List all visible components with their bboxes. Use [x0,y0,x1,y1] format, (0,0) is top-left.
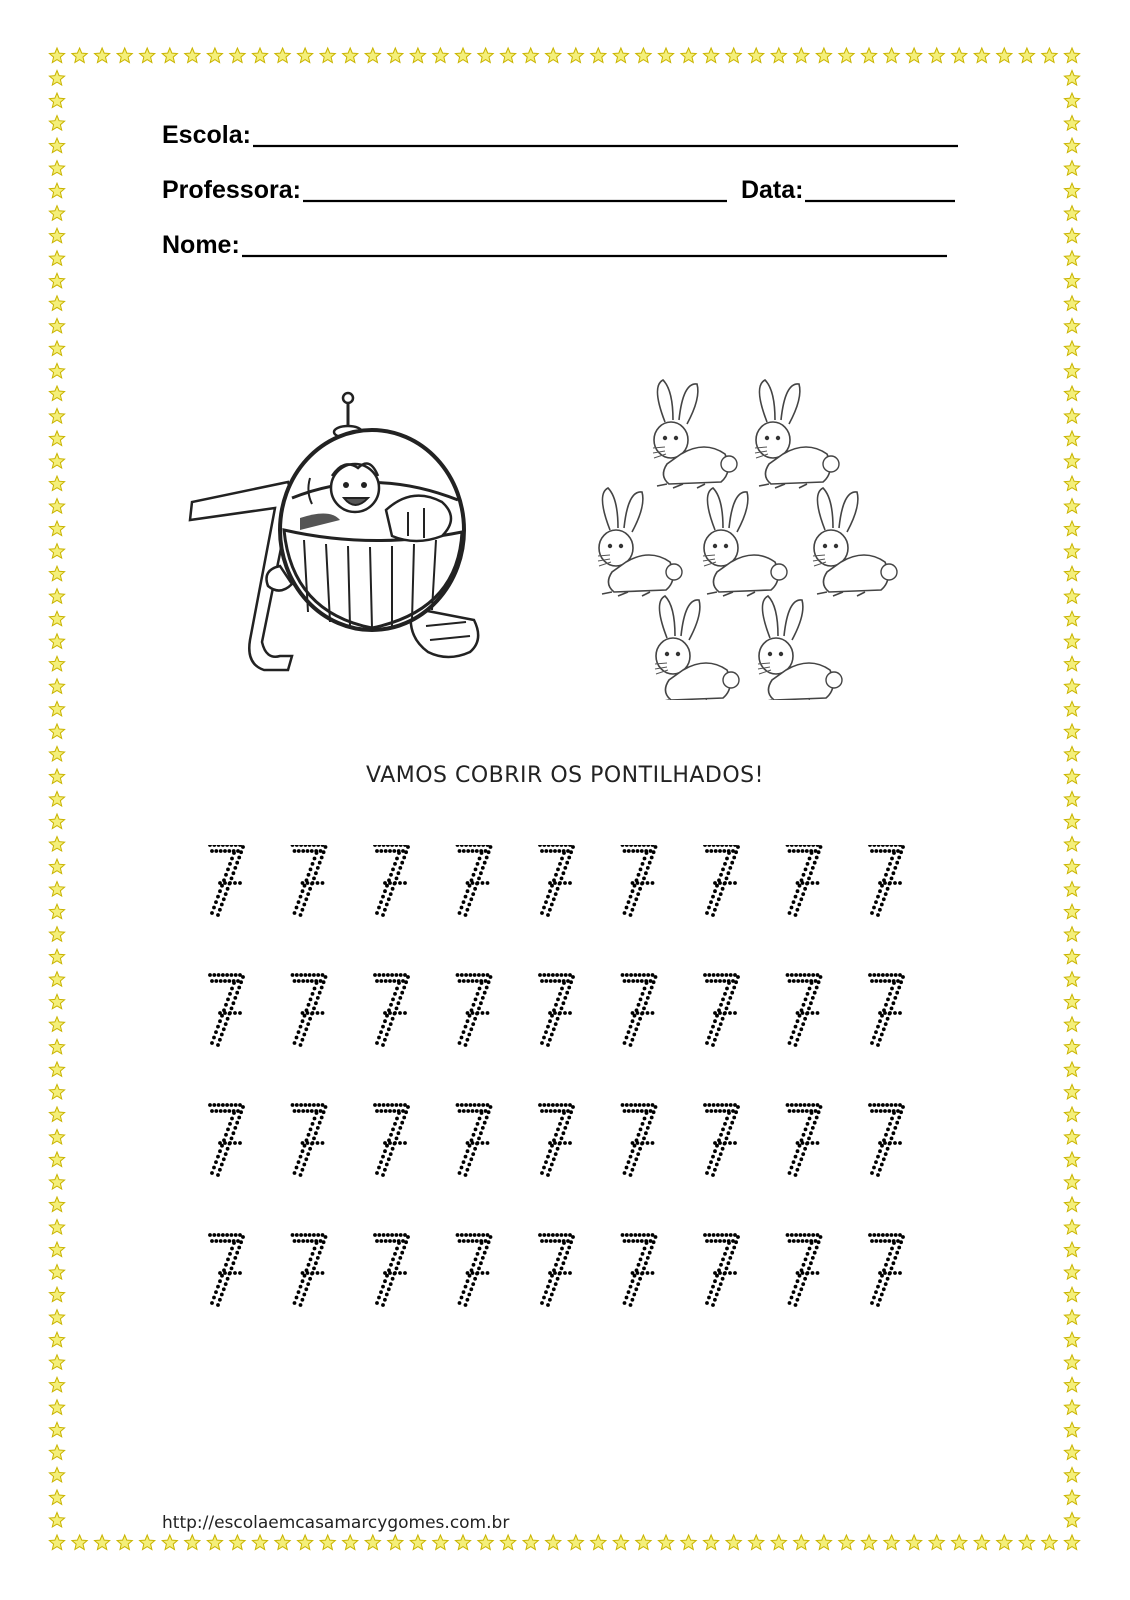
school-field [162,122,958,148]
star-icon [162,48,177,63]
star-icon [49,1377,64,1392]
dotted-seven[interactable] [621,1103,658,1177]
dotted-seven[interactable] [868,845,905,917]
star-icon [49,1039,64,1054]
star-icon [1064,1265,1079,1280]
star-icon [726,48,741,63]
astronaut-icon [267,393,479,657]
star-icon [568,48,583,63]
star-icon [704,1535,719,1550]
star-icon [1064,499,1079,513]
star-icon [252,48,267,63]
name-blank[interactable] [242,232,947,258]
bunny-icon [758,596,842,700]
star-icon [49,1197,64,1212]
star-icon [636,1535,651,1550]
star-icon [343,1535,358,1550]
star-icon [1064,409,1079,424]
star-icon [1064,701,1079,716]
bunny-icon [653,380,737,488]
star-icon [49,1084,64,1099]
star-icon [49,746,64,761]
star-icon [49,161,64,175]
star-icon [49,1287,64,1301]
dotted-seven[interactable] [621,845,658,917]
teacher-label: Professora: [162,176,301,204]
star-icon [49,499,64,513]
star-icon [1064,1084,1079,1099]
star-icon [478,1535,493,1550]
star-icon [501,48,516,63]
star-icon [1064,1400,1079,1415]
school-label: Escola: [162,121,251,149]
star-icon [49,431,64,446]
star-icon [320,1535,335,1550]
star-icon [523,48,538,63]
star-icon [1064,972,1079,987]
star-icon [49,1062,64,1076]
star-icon [952,1535,967,1550]
star-icon [839,1535,854,1550]
dotted-seven[interactable] [538,1233,575,1307]
star-icon [185,48,200,63]
star-icon [185,1535,200,1550]
star-icon [49,1175,64,1190]
star-icon [636,48,651,63]
bunny-group [585,370,915,700]
dotted-seven[interactable] [621,973,658,1047]
dotted-seven[interactable] [868,1233,905,1307]
star-icon [1064,363,1079,378]
star-icon [658,48,673,63]
star-icon [275,48,290,63]
dotted-seven[interactable] [208,845,245,917]
star-icon [613,1535,628,1550]
star-icon [433,1535,448,1550]
star-icon [49,1490,64,1505]
star-icon [749,1535,764,1550]
dotted-seven[interactable] [456,845,493,917]
star-icon [117,1535,132,1550]
star-icon [568,1535,583,1550]
star-icon [1064,814,1079,829]
star-icon [49,363,64,378]
dotted-seven[interactable] [786,845,823,917]
star-icon [49,566,64,581]
dotted-seven[interactable] [786,1103,823,1177]
star-icon [1064,93,1079,107]
star-icon [49,1130,64,1144]
star-icon [1064,273,1079,288]
star-icon [1064,71,1079,86]
dotted-seven[interactable] [703,1233,740,1307]
star-icon [1064,611,1079,625]
star-icon [49,1467,64,1482]
dotted-seven[interactable] [868,1103,905,1177]
dotted-seven[interactable] [868,973,905,1047]
star-icon [1064,1310,1079,1325]
star-icon [1064,746,1079,761]
star-icon [1064,296,1079,311]
star-icon [1064,949,1079,964]
star-icon [49,1535,64,1550]
star-icon [49,48,64,63]
star-icon [49,71,64,86]
star-icon [884,1535,899,1550]
star-icon [1064,1535,1079,1550]
star-icon [974,1535,989,1550]
star-icon [49,837,64,851]
star-icon [343,48,358,63]
star-icon [1064,1467,1079,1482]
star-icon [49,1265,64,1280]
star-icon [49,386,64,400]
footer-url[interactable]: http://escolaemcasamarcygomes.com.br [162,1513,510,1533]
bunny-icon [655,596,739,700]
star-icon [49,521,64,536]
star-icon [433,48,448,63]
star-icon [1064,1062,1079,1076]
star-icon [771,48,786,63]
star-icon [49,814,64,829]
date-label: Data: [740,176,804,204]
star-icon [49,1422,64,1437]
star-icon [1064,161,1079,175]
star-icon [49,656,64,671]
star-icon [997,48,1012,63]
star-icon [1064,251,1079,265]
star-icon [388,48,403,63]
star-icon [49,859,64,874]
star-icon [455,1535,470,1550]
star-icon [591,1535,606,1550]
star-icon [1064,386,1079,400]
star-icon [49,1107,64,1122]
star-icon [49,251,64,265]
star-icon [1064,1152,1079,1167]
star-icon [1064,1513,1079,1527]
star-icon [1064,882,1079,897]
star-icon [1064,566,1079,581]
star-icon [523,1535,538,1550]
dotted-seven[interactable] [786,973,823,1047]
bunny-icon [598,488,682,596]
dotted-seven[interactable] [373,1103,410,1177]
star-icon [140,1535,155,1550]
instruction-text: VAMOS COBRIR OS PONTILHADOS! [366,763,764,788]
star-icon [1064,1332,1079,1347]
star-icon [1064,476,1079,490]
star-icon [1064,206,1079,221]
dotted-seven[interactable] [703,973,740,1047]
star-icon [1019,48,1034,63]
star-icon [1064,1445,1079,1460]
star-icon [1064,1107,1079,1122]
star-icon [1064,1017,1079,1032]
star-icon [1064,1220,1079,1234]
star-icon [49,972,64,987]
star-icon [546,1535,561,1550]
star-icon [162,1535,177,1550]
star-icon [658,1535,673,1550]
star-icon [49,341,64,356]
star-icon [49,138,64,153]
star-icon [388,1535,403,1550]
star-icon [298,48,313,63]
dotted-seven[interactable] [208,1103,245,1177]
name-label: Nome: [162,231,240,259]
dotted-seven[interactable] [456,1103,493,1177]
dotted-seven[interactable] [373,973,410,1047]
star-icon [117,48,132,63]
dotted-seven[interactable] [456,973,493,1047]
school-blank[interactable] [253,122,958,148]
star-icon [929,48,944,63]
star-icon [1064,318,1079,332]
astronaut-illustration [180,390,510,690]
star-icon [49,724,64,739]
star-icon [1042,48,1057,63]
star-icon [1064,927,1079,942]
star-icon [1064,1197,1079,1212]
dotted-seven[interactable] [291,1103,328,1177]
dotted-seven[interactable] [373,845,410,917]
star-icon [320,48,335,63]
star-icon [1064,679,1079,694]
star-icon [1064,1287,1079,1301]
star-icon [49,994,64,1008]
star-icon [1064,994,1079,1008]
star-icon [816,48,831,63]
star-icon [1064,1422,1079,1437]
star-icon [681,1535,696,1550]
star-icon [49,183,64,198]
star-icon [1064,341,1079,356]
star-icon [929,1535,944,1550]
star-icon [49,1152,64,1167]
star-icon [1064,656,1079,671]
star-icon [1042,1535,1057,1550]
star-icon [1064,904,1079,918]
star-icon [591,48,606,63]
dotted-seven[interactable] [786,1233,823,1307]
bunny-icon [813,488,897,596]
star-icon [365,1535,380,1550]
star-icon [49,544,64,558]
star-icon [861,1535,876,1550]
star-icon [49,1310,64,1325]
bunny-icon [703,488,787,596]
star-icon [49,296,64,311]
star-icon [49,1242,64,1257]
dotted-seven[interactable] [291,1233,328,1307]
star-icon [72,48,87,63]
star-icon [49,409,64,424]
star-icon [794,48,809,63]
star-icon [1064,454,1079,469]
star-icon [230,48,245,63]
star-icon [1064,431,1079,446]
star-icon [49,93,64,107]
star-icon [49,116,64,131]
star-icon [1064,544,1079,558]
star-icon [298,1535,313,1550]
star-icon [207,1535,222,1550]
bunny-icon [755,380,839,488]
star-icon [275,1535,290,1550]
star-icon [49,1355,64,1369]
star-icon [1064,1039,1079,1054]
star-icon [49,318,64,332]
star-icon [252,1535,267,1550]
star-icon [997,1535,1012,1550]
star-icon [1064,521,1079,536]
star-icon [1064,228,1079,243]
star-icon [49,273,64,288]
star-icon [1064,1242,1079,1257]
star-icon [546,48,561,63]
star-icon [974,48,989,63]
star-icon [1064,859,1079,874]
dotted-seven[interactable] [291,973,328,1047]
star-icon [49,1332,64,1347]
star-icon [1064,183,1079,198]
dotted-seven[interactable] [621,1233,658,1307]
star-icon [49,454,64,469]
dotted-seven[interactable] [291,845,328,917]
star-icon [1064,1175,1079,1190]
star-icon [794,1535,809,1550]
star-icon [1064,1377,1079,1392]
star-icon [72,1535,87,1550]
star-icon [1064,589,1079,604]
star-icon [749,48,764,63]
star-icon [49,904,64,918]
star-icon [49,634,64,649]
star-icon [49,949,64,964]
star-icon [501,1535,516,1550]
star-icon [207,48,222,63]
star-icon [1019,1535,1034,1550]
dotted-seven[interactable] [703,845,740,917]
star-icon [952,48,967,63]
dotted-seven[interactable] [208,973,245,1047]
star-icon [230,1535,245,1550]
star-icon [49,679,64,694]
star-icon [140,48,155,63]
star-icon [861,48,876,63]
star-icon [816,1535,831,1550]
star-icon [49,589,64,604]
star-icon [1064,1130,1079,1144]
star-icon [410,1535,425,1550]
dotted-seven[interactable] [538,845,575,917]
star-icon [839,48,854,63]
star-icon [1064,48,1079,63]
dotted-seven[interactable] [703,1103,740,1177]
star-icon [1064,1490,1079,1505]
star-icon [95,48,110,63]
star-icon [1064,792,1079,807]
star-icon [49,228,64,243]
star-icon [410,48,425,63]
star-icon [49,1220,64,1234]
date-blank[interactable] [805,177,955,203]
star-icon [726,1535,741,1550]
star-icon [49,792,64,807]
star-icon [455,48,470,63]
star-icon [478,48,493,63]
star-icon [907,48,922,63]
star-icon [49,1513,64,1527]
star-icon [1064,634,1079,649]
star-icon [49,1445,64,1460]
tracing-grid [200,845,940,1325]
star-icon [613,48,628,63]
star-icon [771,1535,786,1550]
star-icon [49,882,64,897]
dotted-seven[interactable] [208,1233,245,1307]
star-icon [1064,116,1079,131]
star-icon [49,611,64,625]
star-icon [1064,138,1079,153]
teacher-blank[interactable] [303,177,733,203]
star-icon [884,48,899,63]
star-icon [681,48,696,63]
star-icon [704,48,719,63]
dotted-seven[interactable] [538,973,575,1047]
dotted-seven[interactable] [456,1233,493,1307]
star-icon [1064,837,1079,851]
star-icon [907,1535,922,1550]
star-icon [365,48,380,63]
star-icon [49,1017,64,1032]
name-field [162,232,947,258]
dotted-seven[interactable] [538,1103,575,1177]
dotted-seven[interactable] [373,1233,410,1307]
star-icon [49,206,64,221]
star-icon [1064,724,1079,739]
star-icon [49,1400,64,1415]
star-icon [49,476,64,490]
teacher-field [162,177,955,203]
star-icon [95,1535,110,1550]
star-icon [1064,1355,1079,1369]
star-icon [49,927,64,942]
star-icon [49,701,64,716]
